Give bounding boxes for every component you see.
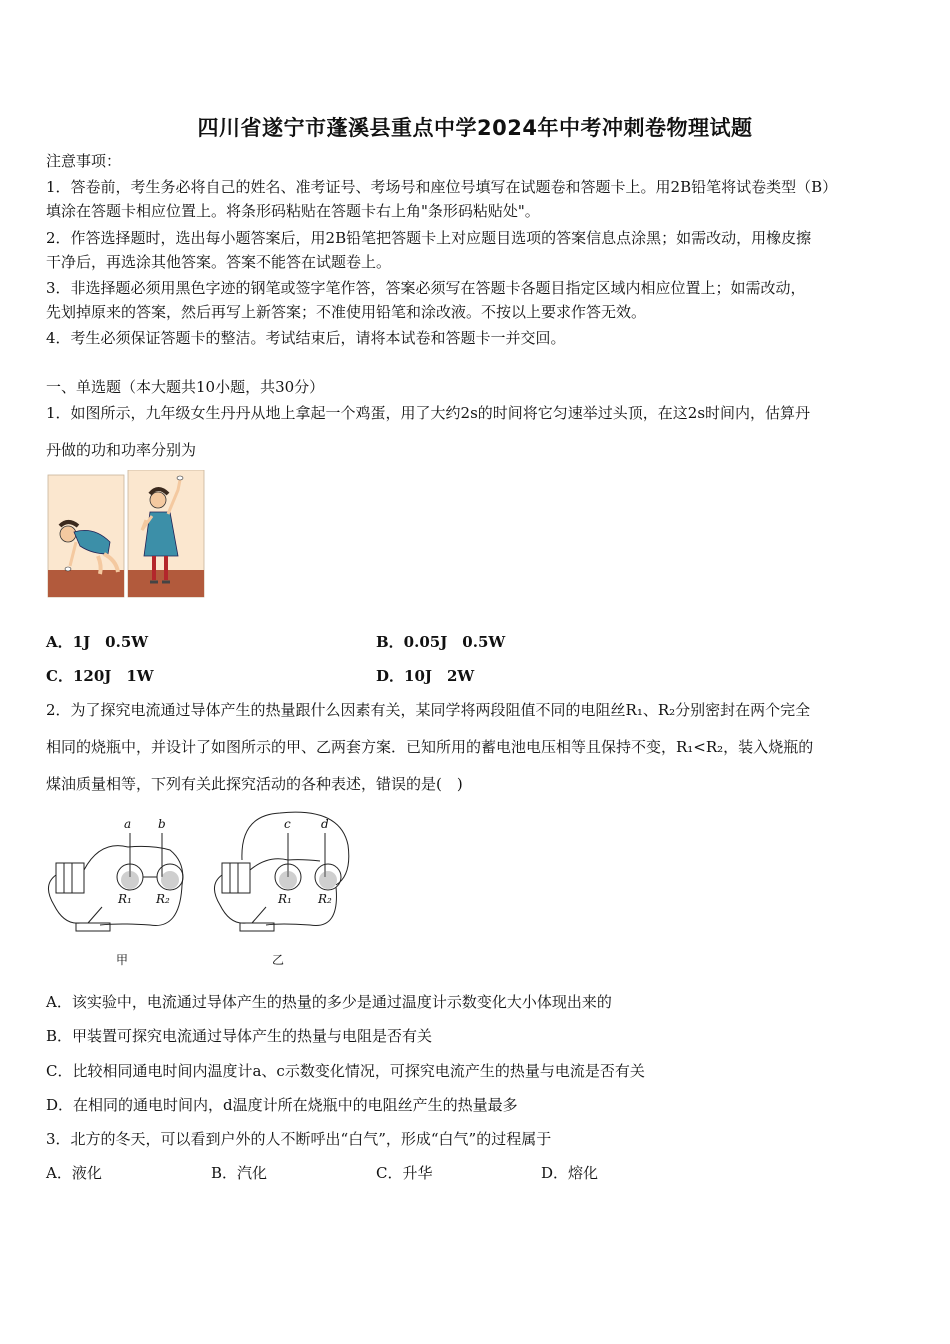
- fig-label-r1-jia: R₁: [118, 892, 132, 906]
- q2-option-a[interactable]: A．该实验中，电流通过导体产生的热量的多少是通过温度计示数变化大小体现出来的: [46, 993, 612, 1011]
- q1-option-d[interactable]: D．10J 2W: [376, 667, 475, 685]
- q3-option-d[interactable]: D．熔化: [541, 1164, 599, 1182]
- q1-figure-girl-lifting-egg: [46, 470, 206, 600]
- q1-text-line-1: 1．如图所示，九年级女生丹丹从地上拿起一个鸡蛋，用了大约2s的时间将它匀速举过头顶，在这2s时间内，估算丹: [46, 404, 811, 422]
- notice-line-1: 1．答卷前，考生务必将自己的姓名、准考证号、考场号和座位号填写在试题卷和答题卡上。用2B铅笔将试卷类型（B）: [46, 178, 838, 196]
- q1-option-b[interactable]: B．0.05J 0.5W: [376, 633, 506, 651]
- q1-option-a[interactable]: A．1J 0.5W: [46, 633, 149, 651]
- fig-label-a: a: [124, 817, 132, 831]
- fig-label-c: c: [284, 817, 291, 831]
- q2-option-c[interactable]: C．比较相同通电时间内温度计a、c示数变化情况，可探究电流产生的热量与电流是否有关: [46, 1062, 645, 1080]
- q2-text-line-3: 煤油质量相等，下列有关此探究活动的各种表述，错误的是( ): [46, 775, 463, 793]
- notice-line-5: 3．非选择题必须用黑色字迹的钢笔或签字笔作答，答案必须写在答题卡各题目指定区域内相应位置上；如需改动，: [46, 279, 806, 297]
- fig-label-d: d: [321, 817, 329, 831]
- q2-text-line-1: 2．为了探究电流通过导体产生的热量跟什么因素有关，某同学将两段阻值不同的电阻丝R₁、R₂分别密封在两个完全: [46, 701, 811, 719]
- q2-text-line-2: 相同的烧瓶中，并设计了如图所示的甲、乙两套方案．已知所用的蓄电池电压相等且保持不变，R₁<R₂，装入烧瓶的: [46, 738, 814, 756]
- fig-label-r2-jia: R₂: [156, 892, 170, 906]
- q2-figure-circuits: [40, 805, 360, 970]
- q3-text-line-1: 3．北方的冬天，可以看到户外的人不断呼出“白气”，形成“白气”的过程属于: [46, 1130, 552, 1148]
- q2-option-d[interactable]: D．在相同的通电时间内，d温度计所在烧瓶中的电阻丝产生的热量最多: [46, 1096, 518, 1114]
- notice-line-6: 先划掉原来的答案，然后再写上新答案；不准使用铅笔和涂改液。不按以上要求作答无效。: [46, 303, 647, 321]
- q2-option-b[interactable]: B．甲装置可探究电流通过导体产生的热量与电阻是否有关: [46, 1027, 433, 1045]
- notice-line-3: 2．作答选择题时，选出每小题答案后，用2B铅笔把答题卡上对应题目选项的答案信息点涂黑；如需改动，用橡皮擦: [46, 229, 812, 247]
- fig-label-b: b: [158, 817, 166, 831]
- notice-line-7: 4．考生必须保证答题卡的整洁。考试结束后，请将本试卷和答题卡一并交回。: [46, 329, 566, 347]
- notice-line-2: 填涂在答题卡相应位置上。将条形码粘贴在答题卡右上角"条形码粘贴处"。: [46, 202, 540, 220]
- q1-option-c[interactable]: C．120J 1W: [46, 667, 154, 685]
- fig-caption-jia: 甲: [116, 953, 129, 967]
- q3-option-b[interactable]: B．汽化: [211, 1164, 268, 1182]
- fig-label-r1-yi: R₁: [278, 892, 292, 906]
- page-title: 四川省遂宁市蓬溪县重点中学2024年中考冲刺卷物理试题: [197, 116, 753, 140]
- q1-text-line-2: 丹做的功和功率分别为: [46, 441, 197, 459]
- fig-label-r2-yi: R₂: [318, 892, 332, 906]
- fig-caption-yi: 乙: [272, 953, 285, 967]
- q3-option-a[interactable]: A．液化: [46, 1164, 102, 1182]
- notice-heading: 注意事项：: [46, 152, 122, 170]
- q3-option-c[interactable]: C．升华: [376, 1164, 433, 1182]
- notice-line-4: 干净后，再选涂其他答案。答案不能答在试题卷上。: [46, 253, 392, 271]
- section-heading: 一、单选题（本大题共10小题，共30分）: [46, 378, 325, 396]
